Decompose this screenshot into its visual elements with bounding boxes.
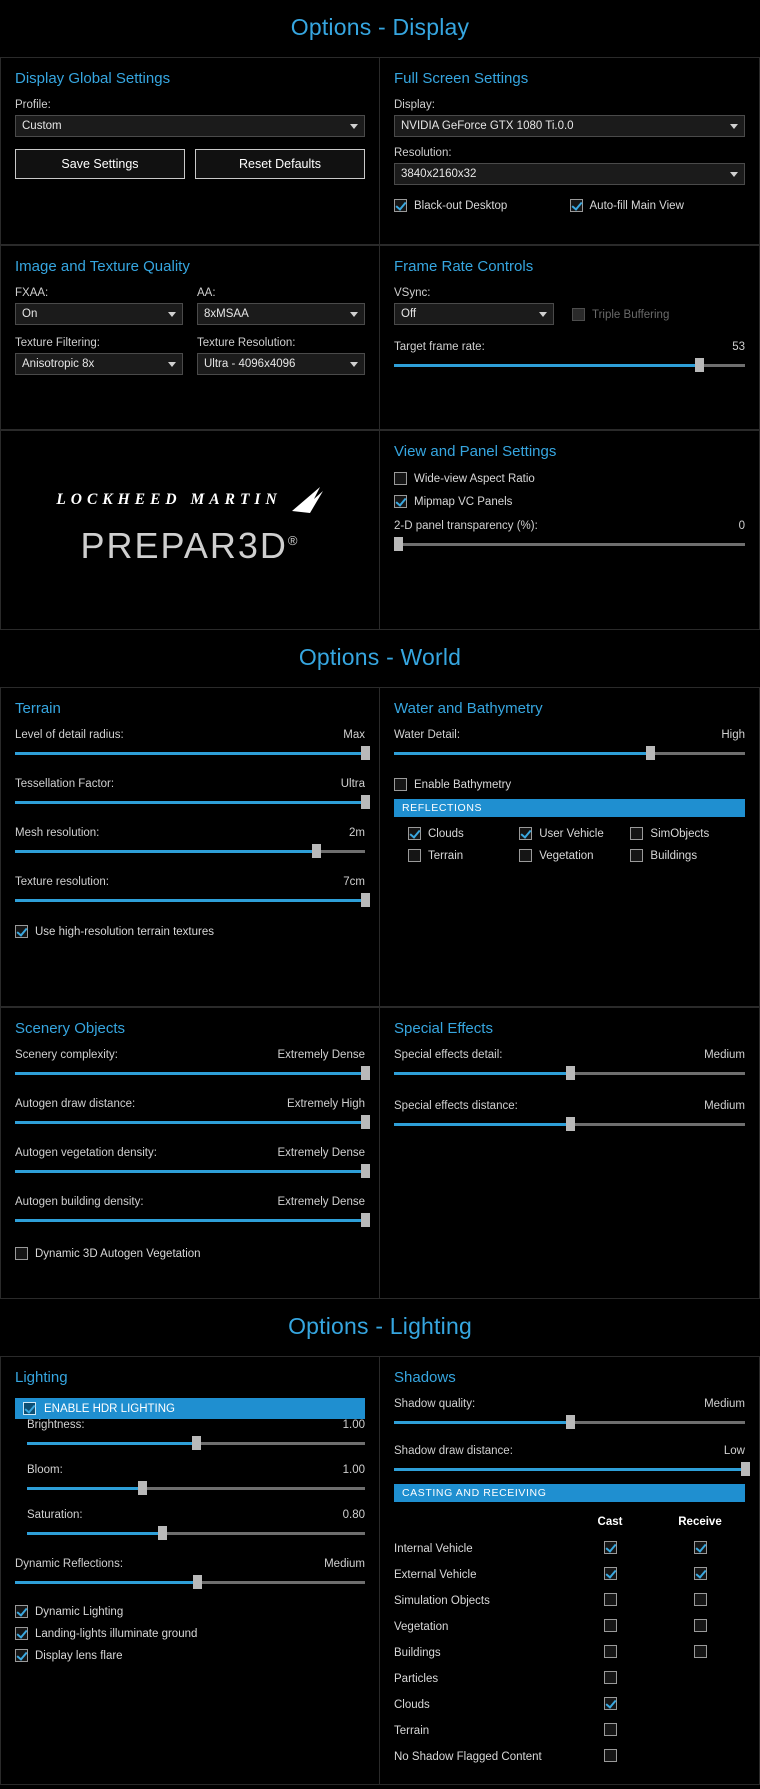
scenery-complexity-slider[interactable] <box>15 1066 365 1080</box>
fxaa-label: FXAA: <box>15 287 49 299</box>
table-row <box>394 1692 745 1718</box>
slider-fill <box>394 364 699 367</box>
texture-resolution-group <box>197 337 365 375</box>
checkbox-icon[interactable] <box>604 1619 617 1632</box>
section-title-lighting: Options - Lighting <box>288 1313 472 1339</box>
row-label: Terrain <box>394 1725 430 1737</box>
checkbox-icon <box>630 849 643 862</box>
shadow-casting-table <box>394 1512 745 1770</box>
texture-filtering-value: Anisotropic 8x <box>22 358 95 370</box>
reflection-vegetation-checkbox[interactable] <box>519 849 630 862</box>
slider-fill <box>15 1219 365 1222</box>
scenery-complexity-value: Extremely Dense <box>277 1049 365 1061</box>
aa-select[interactable] <box>197 303 365 325</box>
panel-title: Shadows <box>394 1369 456 1386</box>
fxaa-group <box>15 287 183 325</box>
profile-value: Custom <box>22 120 62 132</box>
table-row <box>394 1718 745 1744</box>
bloom-slider[interactable] <box>27 1481 365 1495</box>
slider-fill <box>394 1072 570 1075</box>
checkbox-icon <box>519 827 532 840</box>
cast-cell[interactable] <box>565 1640 655 1666</box>
row-label: Simulation Objects <box>394 1595 490 1607</box>
fxaa-select[interactable] <box>15 303 183 325</box>
enable-bathymetry-checkbox[interactable] <box>394 778 745 791</box>
checkbox-icon <box>394 472 407 485</box>
slider-thumb[interactable] <box>566 1415 575 1429</box>
chevron-down-icon <box>539 312 547 317</box>
checkbox-icon[interactable] <box>694 1541 707 1554</box>
checkbox-icon <box>570 199 583 212</box>
panel-lighting <box>0 1356 380 1785</box>
dynamic-3d-autogen-vegetation-label: Dynamic 3D Autogen Vegetation <box>35 1247 201 1260</box>
display-lens-flare-label: Display lens flare <box>35 1649 123 1662</box>
vsync-select[interactable] <box>394 303 554 325</box>
texture-resolution-label: Texture Resolution: <box>197 337 296 349</box>
slider-fill <box>15 801 365 804</box>
row-label: Internal Vehicle <box>394 1543 473 1555</box>
slider-fill <box>394 752 650 755</box>
enable-hdr-lighting-checkbox[interactable] <box>15 1398 365 1419</box>
cast-cell[interactable] <box>565 1614 655 1640</box>
column-header-name <box>394 1512 565 1536</box>
slider-fill <box>15 850 316 853</box>
reflection-user-vehicle-checkbox[interactable] <box>519 827 630 840</box>
slider-fill <box>394 1123 570 1126</box>
mesh-resolution-slider[interactable] <box>15 844 365 858</box>
slider-fill <box>15 752 365 755</box>
triple-buffering-label: Triple Buffering <box>592 308 670 321</box>
slider-fill <box>27 1487 142 1490</box>
fxaa-value: On <box>22 308 38 320</box>
row-label: No Shadow Flagged Content <box>394 1751 542 1763</box>
terrain-lod-slider[interactable] <box>15 746 365 760</box>
texture-resolution-value: 7cm <box>343 876 365 888</box>
slider-thumb[interactable] <box>566 1066 575 1080</box>
vsync-value: Off <box>401 308 417 320</box>
checkbox-icon <box>15 1605 28 1618</box>
autogen-draw-distance-value: Extremely High <box>287 1098 365 1110</box>
prepar3d-logo <box>81 525 300 567</box>
profile-select[interactable] <box>15 115 365 137</box>
panel-image-texture-quality <box>0 245 380 430</box>
save-settings-button[interactable]: Save Settings <box>15 149 185 179</box>
cast-cell[interactable] <box>565 1744 655 1770</box>
chevron-down-icon <box>350 362 358 367</box>
texture-resolution-label: Texture resolution: <box>15 876 109 888</box>
lighting-grid <box>0 1356 760 1785</box>
lockheed-star-icon <box>290 485 324 515</box>
slider-thumb[interactable] <box>394 537 403 551</box>
terrain-lod-value: Max <box>343 729 365 741</box>
panel-title: Scenery Objects <box>15 1020 126 1037</box>
mesh-resolution-value: 2m <box>349 827 365 839</box>
panel-title: Full Screen Settings <box>394 70 529 87</box>
checkbox-icon[interactable] <box>604 1697 617 1710</box>
receive-cell <box>655 1692 745 1718</box>
panel-title: Image and Texture Quality <box>15 258 190 275</box>
autogen-building-density-label: Autogen building density: <box>15 1196 144 1208</box>
checkbox-icon <box>408 849 421 862</box>
bloom-value: 1.00 <box>342 1464 365 1476</box>
checkbox-icon <box>572 308 585 321</box>
special-effects-distance-slider[interactable] <box>394 1117 745 1131</box>
slider-fill <box>15 1581 197 1584</box>
dynamic-lighting-checkbox[interactable] <box>15 1605 365 1618</box>
slider-fill <box>15 899 365 902</box>
checkbox-icon[interactable] <box>604 1723 617 1736</box>
slider-fill <box>27 1532 162 1535</box>
checkbox-icon <box>15 1649 28 1662</box>
receive-cell <box>655 1744 745 1770</box>
reflections-checkbox-group <box>394 827 745 871</box>
autogen-vegetation-density-label: Autogen vegetation density: <box>15 1147 157 1159</box>
slider-fill <box>394 1468 745 1471</box>
cast-cell[interactable] <box>565 1588 655 1614</box>
reflection-terrain-checkbox[interactable] <box>408 849 519 862</box>
reset-defaults-button[interactable]: Reset Defaults <box>195 149 365 179</box>
receive-cell[interactable] <box>655 1640 745 1666</box>
cast-cell[interactable] <box>565 1562 655 1588</box>
display-lens-flare-checkbox[interactable] <box>15 1649 365 1662</box>
table-row <box>394 1744 745 1770</box>
wide-view-aspect-ratio-checkbox[interactable] <box>394 472 745 485</box>
checkbox-icon[interactable] <box>604 1541 617 1554</box>
slider-track <box>394 543 745 546</box>
casting-and-receiving-header: CASTING AND RECEIVING <box>394 1484 745 1502</box>
receive-cell[interactable] <box>655 1536 745 1562</box>
chevron-down-icon <box>730 172 738 177</box>
panel-product-logo <box>0 430 380 630</box>
slider-fill <box>394 1421 570 1424</box>
water-detail-label: Water Detail: <box>394 729 461 741</box>
panel-transparency-slider[interactable] <box>394 537 745 551</box>
panel-frame-rate-controls <box>380 245 760 430</box>
receive-cell <box>655 1666 745 1692</box>
bloom-label: Bloom: <box>27 1464 63 1476</box>
autogen-draw-distance-slider[interactable] <box>15 1115 365 1129</box>
slider-thumb[interactable] <box>158 1526 167 1540</box>
display-grid <box>0 57 760 630</box>
slider-thumb[interactable] <box>695 358 704 372</box>
target-frame-rate-value: 53 <box>732 341 745 353</box>
cast-cell[interactable] <box>565 1718 655 1744</box>
panel-terrain <box>0 687 380 1007</box>
checkbox-icon <box>394 495 407 508</box>
checkbox-icon <box>394 778 407 791</box>
column-header-cast: Cast <box>597 1516 623 1528</box>
autogen-building-density-slider[interactable] <box>15 1213 365 1227</box>
registered-icon: ® <box>287 533 300 548</box>
checkbox-icon <box>15 1627 28 1640</box>
target-frame-rate-slider[interactable] <box>394 358 745 372</box>
panel-special-effects <box>380 1007 760 1299</box>
autogen-draw-distance-label: Autogen draw distance: <box>15 1098 136 1110</box>
checkbox-icon <box>519 849 532 862</box>
panel-water-and-bathymetry <box>380 687 760 1007</box>
slider-fill <box>15 1170 365 1173</box>
texture-filtering-label: Texture Filtering: <box>15 337 101 349</box>
row-label: Clouds <box>394 1699 430 1711</box>
panel-title: Display Global Settings <box>15 70 171 87</box>
panel-title: Terrain <box>15 700 61 717</box>
slider-fill <box>15 1121 365 1124</box>
panel-transparency-value: 0 <box>738 520 745 532</box>
saturation-value: 0.80 <box>342 1509 365 1521</box>
target-frame-rate-label: Target frame rate: <box>394 341 485 353</box>
high-resolution-terrain-textures-checkbox[interactable] <box>15 925 365 938</box>
table-header-row <box>394 1512 745 1536</box>
checkbox-icon <box>23 1402 36 1415</box>
panel-title: Frame Rate Controls <box>394 258 534 275</box>
checkbox-icon[interactable] <box>604 1567 617 1580</box>
texture-resolution-value: Ultra - 4096x4096 <box>204 358 296 370</box>
panel-full-screen-settings <box>380 57 760 245</box>
checkbox-icon <box>15 925 28 938</box>
brightness-label: Brightness: <box>27 1419 85 1431</box>
dynamic-3d-autogen-vegetation-checkbox[interactable] <box>15 1247 365 1260</box>
checkbox-icon[interactable] <box>604 1645 617 1658</box>
brightness-value: 1.00 <box>342 1419 365 1431</box>
checkbox-icon[interactable] <box>694 1567 707 1580</box>
enable-bathymetry-label: Enable Bathymetry <box>414 778 512 791</box>
table-row <box>394 1666 745 1692</box>
panel-transparency-label: 2-D panel transparency (%): <box>394 520 538 532</box>
shadow-quality-label: Shadow quality: <box>394 1398 476 1410</box>
mipmap-vc-panels-label: Mipmap VC Panels <box>414 495 513 508</box>
enable-hdr-lighting-label: ENABLE HDR LIGHTING <box>44 1402 175 1415</box>
slider-fill <box>27 1442 196 1445</box>
autofill-main-view-label: Auto-fill Main View <box>589 199 684 212</box>
panel-shadows <box>380 1356 760 1785</box>
resolution-value: 3840x2160x32 <box>401 168 477 180</box>
shadow-quality-slider[interactable] <box>394 1415 745 1429</box>
cast-cell[interactable] <box>565 1692 655 1718</box>
texture-filtering-group <box>15 337 183 375</box>
slider-thumb[interactable] <box>361 1213 370 1227</box>
chevron-down-icon <box>168 362 176 367</box>
brand-label: LOCKHEED MARTIN <box>56 491 282 508</box>
checkbox-icon[interactable] <box>604 1593 617 1606</box>
checkbox-icon[interactable] <box>694 1619 707 1632</box>
wide-view-aspect-ratio-label: Wide-view Aspect Ratio <box>414 472 535 485</box>
shadow-draw-distance-label: Shadow draw distance: <box>394 1445 513 1457</box>
receive-cell[interactable] <box>655 1562 745 1588</box>
reflection-vegetation-label: Vegetation <box>539 849 594 862</box>
table-row <box>394 1640 745 1666</box>
checkbox-icon <box>630 827 643 840</box>
display-label: Display: <box>394 99 435 111</box>
chevron-down-icon <box>350 312 358 317</box>
table-row <box>394 1562 745 1588</box>
vsync-label: VSync: <box>394 287 431 299</box>
checkbox-icon[interactable] <box>604 1671 617 1684</box>
blackout-desktop-checkbox[interactable] <box>394 199 570 212</box>
reflection-clouds-label: Clouds <box>428 827 464 840</box>
autogen-vegetation-density-value: Extremely Dense <box>277 1147 365 1159</box>
slider-thumb[interactable] <box>312 844 321 858</box>
mipmap-vc-panels-checkbox[interactable] <box>394 495 745 508</box>
tessellation-factor-label: Tessellation Factor: <box>15 778 115 790</box>
special-effects-detail-value: Medium <box>704 1049 745 1061</box>
reflection-terrain-label: Terrain <box>428 849 464 862</box>
saturation-slider[interactable] <box>27 1526 365 1540</box>
terrain-lod-label: Level of detail radius: <box>15 729 124 741</box>
reflection-user-vehicle-label: User Vehicle <box>539 827 604 840</box>
slider-thumb[interactable] <box>741 1462 750 1476</box>
shadow-quality-value: Medium <box>704 1398 745 1410</box>
dynamic-lighting-label: Dynamic Lighting <box>35 1605 124 1618</box>
special-effects-detail-slider[interactable] <box>394 1066 745 1080</box>
vsync-group <box>394 287 554 325</box>
resolution-label: Resolution: <box>394 147 452 159</box>
slider-fill <box>15 1072 365 1075</box>
triple-buffering-checkbox[interactable] <box>572 308 669 325</box>
shadow-draw-distance-slider[interactable] <box>394 1462 745 1476</box>
dynamic-reflections-slider[interactable] <box>15 1575 365 1589</box>
button-row <box>15 149 365 179</box>
texture-resolution-slider[interactable] <box>15 893 365 907</box>
panel-view-and-panel-settings <box>380 430 760 630</box>
water-detail-value: High <box>721 729 745 741</box>
autogen-vegetation-density-slider[interactable] <box>15 1164 365 1178</box>
slider-thumb[interactable] <box>566 1117 575 1131</box>
resolution-select[interactable] <box>394 163 745 185</box>
slider-thumb[interactable] <box>193 1575 202 1589</box>
slider-thumb[interactable] <box>192 1436 201 1450</box>
checkbox-icon[interactable] <box>604 1749 617 1762</box>
row-label: External Vehicle <box>394 1569 477 1581</box>
landing-lights-illuminate-ground-label: Landing-lights illuminate ground <box>35 1627 198 1640</box>
cast-cell[interactable] <box>565 1536 655 1562</box>
panel-title: Special Effects <box>394 1020 493 1037</box>
panel-title: Water and Bathymetry <box>394 700 543 717</box>
reflection-buildings-label: Buildings <box>650 849 698 862</box>
panel-scenery-objects <box>0 1007 380 1299</box>
high-resolution-terrain-textures-label: Use high-resolution terrain textures <box>35 925 214 938</box>
shadow-draw-distance-value: Low <box>723 1445 745 1457</box>
reflections-header: REFLECTIONS <box>394 799 745 817</box>
mesh-resolution-label: Mesh resolution: <box>15 827 100 839</box>
tessellation-factor-slider[interactable] <box>15 795 365 809</box>
section-title-world: Options - World <box>298 644 462 670</box>
slider-thumb[interactable] <box>361 795 370 809</box>
dynamic-reflections-value: Medium <box>324 1558 365 1570</box>
reflection-buildings-checkbox[interactable] <box>630 849 741 862</box>
reflection-simobjects-label: SimObjects <box>650 827 710 840</box>
row-label: Vegetation <box>394 1621 449 1633</box>
checkbox-icon <box>15 1247 28 1260</box>
slider-thumb[interactable] <box>646 746 655 760</box>
blackout-desktop-label: Black-out Desktop <box>414 199 508 212</box>
slider-thumb[interactable] <box>361 1164 370 1178</box>
profile-label: Profile: <box>15 99 51 111</box>
display-value: NVIDIA GeForce GTX 1080 Ti.0.0 <box>401 120 574 132</box>
water-detail-slider[interactable] <box>394 746 745 760</box>
aa-group <box>197 287 365 325</box>
dynamic-reflections-label: Dynamic Reflections: <box>15 1558 124 1570</box>
product-label: PREPAR3D <box>80 525 288 566</box>
checkbox-icon <box>408 827 421 840</box>
row-label: Particles <box>394 1673 439 1685</box>
special-effects-detail-label: Special effects detail: <box>394 1049 503 1061</box>
panel-title: View and Panel Settings <box>394 443 557 460</box>
autogen-building-density-value: Extremely Dense <box>277 1196 365 1208</box>
receive-cell <box>655 1718 745 1744</box>
tessellation-factor-value: Ultra <box>340 778 365 790</box>
table-row <box>394 1614 745 1640</box>
receive-cell[interactable] <box>655 1588 745 1614</box>
chevron-down-icon <box>350 124 358 129</box>
slider-thumb[interactable] <box>361 893 370 907</box>
checkbox-icon[interactable] <box>694 1593 707 1606</box>
column-header-receive: Receive <box>678 1516 722 1528</box>
brightness-slider[interactable] <box>27 1436 365 1450</box>
slider-thumb[interactable] <box>361 746 370 760</box>
table-row <box>394 1536 745 1562</box>
special-effects-distance-label: Special effects distance: <box>394 1100 518 1112</box>
texture-filtering-select[interactable] <box>15 353 183 375</box>
chevron-down-icon <box>730 124 738 129</box>
row-label: Buildings <box>394 1647 441 1659</box>
landing-lights-illuminate-ground-checkbox[interactable] <box>15 1627 365 1640</box>
scenery-complexity-label: Scenery complexity: <box>15 1049 118 1061</box>
cast-cell[interactable] <box>565 1666 655 1692</box>
world-grid <box>0 687 760 1299</box>
slider-thumb[interactable] <box>361 1115 370 1129</box>
aa-value: 8xMSAA <box>204 308 249 320</box>
autofill-main-view-checkbox[interactable] <box>570 199 746 212</box>
section-title-display: Options - Display <box>290 14 470 40</box>
slider-thumb[interactable] <box>361 1066 370 1080</box>
reflection-simobjects-checkbox[interactable] <box>630 827 741 840</box>
lockheed-martin-logo <box>56 485 323 515</box>
checkbox-icon <box>394 199 407 212</box>
reflection-clouds-checkbox[interactable] <box>408 827 519 840</box>
chevron-down-icon <box>168 312 176 317</box>
special-effects-distance-value: Medium <box>704 1100 745 1112</box>
aa-label: AA: <box>197 287 216 299</box>
receive-cell[interactable] <box>655 1614 745 1640</box>
saturation-label: Saturation: <box>27 1509 83 1521</box>
panel-title: Lighting <box>15 1369 68 1386</box>
checkbox-icon[interactable] <box>694 1645 707 1658</box>
table-row <box>394 1588 745 1614</box>
panel-display-global-settings <box>0 57 380 245</box>
display-select[interactable] <box>394 115 745 137</box>
texture-resolution-select[interactable] <box>197 353 365 375</box>
slider-thumb[interactable] <box>138 1481 147 1495</box>
